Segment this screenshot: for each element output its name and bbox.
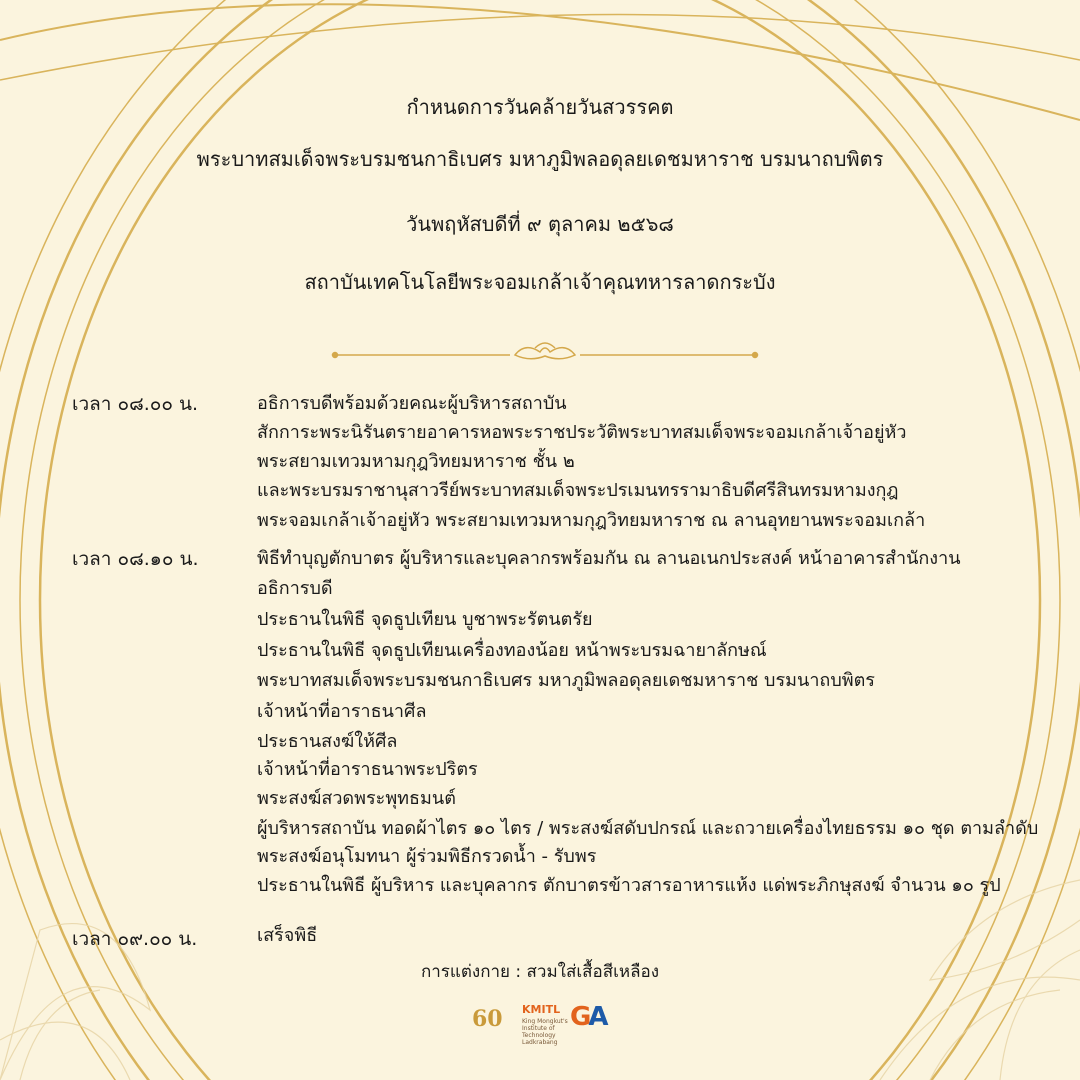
logo-ga-g: G (570, 1002, 589, 1032)
schedule-line: ประธานในพิธี จุดธูปเทียน บูชาพระรัตนตรัย (257, 609, 593, 630)
logo-ga-a: A (588, 1002, 606, 1032)
schedule-line: เจ้าหน้าที่อาราธนาศีล (257, 701, 427, 722)
schedule-line: และพระบรมราชานุสาวรีย์พระบาทสมเด็จพระปรเมนทรรามาธิบดีศรีสินทรมหามงกุฎ (257, 480, 899, 501)
schedule-line: อธิการบดีพร้อมด้วยคณะผู้บริหารสถาบัน (257, 393, 567, 414)
schedule-line: ประธานในพิธี จุดธูปเทียนเครื่องทองน้อย หน้าพระบรมฉายาลักษณ์ (257, 640, 767, 661)
logo-ga (570, 1002, 605, 1032)
dress-code: การแต่งกาย : สวมใส่เสื้อสีเหลือง (420, 962, 660, 982)
time-label-0900: เวลา ๐๙.๐๐ น. (72, 928, 198, 950)
logo-kmitl-subtitle: King Mongkut's Institute of Technology Ladkrabang (522, 1018, 568, 1046)
logo-row (472, 1000, 612, 1046)
ornament-divider (330, 338, 760, 366)
schedule-line: ประธานในพิธี ผู้บริหาร และบุคลากร ตักบาตรข้าวสารอาหารแห้ง แด่พระภิกษุสงฆ์ จำนวน ๑๐ รูป (257, 875, 1001, 896)
time-label-0800: เวลา ๐๘.๐๐ น. (72, 393, 199, 415)
schedule-line: พระสงฆ์อนุโมทนา ผู้ร่วมพิธีกรวดน้ำ - รับพร (257, 846, 597, 867)
schedule-line: พิธีทำบุญตักบาตร ผู้บริหารและบุคลากรพร้อมกัน ณ ลานอเนกประสงค์ หน้าอาคารสำนักงาน (257, 548, 961, 569)
schedule-line: เจ้าหน้าที่อาราธนาพระปริตร (257, 759, 478, 780)
schedule-line: พระจอมเกล้าเจ้าอยู่หัว พระสยามเทวมหามกุฎวิทยมหาราช ณ ลานอุทยานพระจอมเกล้า (257, 510, 926, 531)
schedule-line: พระสงฆ์สวดพระพุทธมนต์ (257, 788, 456, 809)
logo-60-years: 60 (472, 1006, 503, 1032)
title-line-1: กำหนดการวันคล้ายวันสวรรคต (406, 95, 674, 119)
title-line-2: พระบาทสมเด็จพระบรมชนกาธิเบศร มหาภูมิพลอดุลยเดชมหาราช บรมนาถบพิตร (196, 147, 884, 171)
title-line-4: สถาบันเทคโนโลยีพระจอมเกล้าเจ้าคุณทหารลาดกระบัง (304, 270, 776, 294)
schedule-line: อธิการบดี (257, 578, 333, 599)
time-label-0810: เวลา ๐๘.๑๐ น. (72, 548, 199, 570)
schedule-line: สักการะพระนิรันตรายอาคารหอพระราชประวัติพระบาทสมเด็จพระจอมเกล้าเจ้าอยู่หัว (257, 422, 907, 443)
logo-kmitl: KMITL (522, 1003, 561, 1016)
schedule-line: ประธานสงฆ์ให้ศีล (257, 731, 398, 752)
schedule-line: พระบาทสมเด็จพระบรมชนกาธิเบศร มหาภูมิพลอดุลยเดชมหาราช บรมนาถบพิตร (257, 670, 875, 691)
schedule-line: ผู้บริหารสถาบัน ทอดผ้าไตร ๑๐ ไตร / พระสงฆ์สดับปกรณ์ และถวายเครื่องไทยธรรม ๑๐ ชุด ตามลำดับ (257, 818, 1039, 839)
schedule-line: เสร็จพิธี (257, 925, 318, 946)
schedule-line: พระสยามเทวมหามกุฎวิทยมหาราช ชั้น ๒ (257, 451, 575, 472)
title-line-3: วันพฤหัสบดีที่ ๙ ตุลาคม ๒๕๖๘ (406, 212, 674, 236)
